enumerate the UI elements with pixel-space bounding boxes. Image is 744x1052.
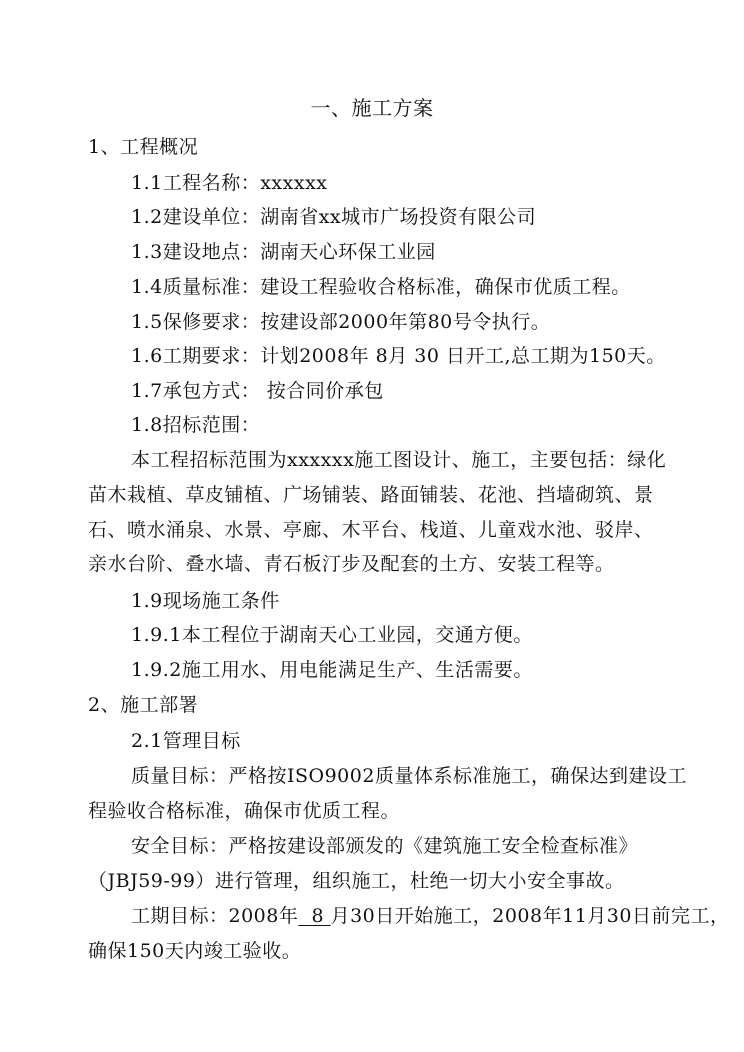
safety-goal-line-1: 安全目标：严格按建设部颁发的《建筑施工安全检查标准》 <box>131 835 639 857</box>
item-quality-standard: 1.4质量标准：建设工程验收合格标准，确保市优质工程。 <box>131 276 631 298</box>
item-warranty: 1.5保修要求：按建设部2000年第80号令执行。 <box>131 311 551 333</box>
section-heading-deployment: 2、施工部署 <box>88 694 199 716</box>
site-condition-transport: 1.9.1本工程位于湖南天心工业园，交通方便。 <box>131 624 533 646</box>
schedule-goal-prefix: 工期目标：2008年 <box>131 905 299 927</box>
scope-paragraph-line-4: 亲水台阶、叠水墙、青石板汀步及配套的土方、安装工程等。 <box>88 553 615 575</box>
item-schedule: 1.6工期要求：计划2008年 8月 30 日开工,总工期为150天。 <box>131 345 666 367</box>
item-contract-mode: 1.7承包方式： 按合同价承包 <box>131 380 384 402</box>
schedule-goal-suffix: 月30日开始施工，2008年11月30日前完工， <box>330 905 730 927</box>
safety-goal-line-2: （JBJ59-99）进行管理，组织施工，杜绝一切大小安全事故。 <box>88 870 625 892</box>
quality-goal-line-1: 质量目标：严格按ISO9002质量体系标准施工，确保达到建设工 <box>131 765 687 787</box>
item-construction-unit: 1.2建设单位：湖南省xx城市广场投资有限公司 <box>131 206 537 228</box>
item-tender-scope: 1.8招标范围： <box>131 414 261 436</box>
site-conditions-heading: 1.9现场施工条件 <box>131 590 280 612</box>
site-condition-utilities: 1.9.2施工用水、用电能满足生产、生活需要。 <box>131 659 533 681</box>
scope-paragraph-line-1: 本工程招标范围为xxxxxx施工图设计、施工，主要包括：绿化 <box>131 449 667 471</box>
document-title: 一、施工方案 <box>310 96 434 120</box>
schedule-goal-line-2: 确保150天内竣工验收。 <box>88 940 302 962</box>
schedule-goal-line-1 <box>131 904 729 928</box>
item-project-name: 1.1工程名称：xxxxxx <box>131 172 328 194</box>
scope-paragraph-line-3: 石、喷水涌泉、水景、亭廊、木平台、栈道、儿童戏水池、驳岸、 <box>88 519 654 541</box>
item-construction-site: 1.3建设地点：湖南天心环保工业园 <box>131 241 436 263</box>
schedule-goal-month: 8 <box>298 905 331 927</box>
scope-paragraph-line-2: 苗木栽植、草皮铺植、广场铺装、路面铺装、花池、挡墙砌筑、景 <box>88 484 654 506</box>
quality-goal-line-2: 程验收合格标准，确保市优质工程。 <box>88 800 401 822</box>
section-heading-overview: 1、工程概况 <box>88 136 199 158</box>
management-goals-heading: 2.1管理目标 <box>131 730 241 752</box>
